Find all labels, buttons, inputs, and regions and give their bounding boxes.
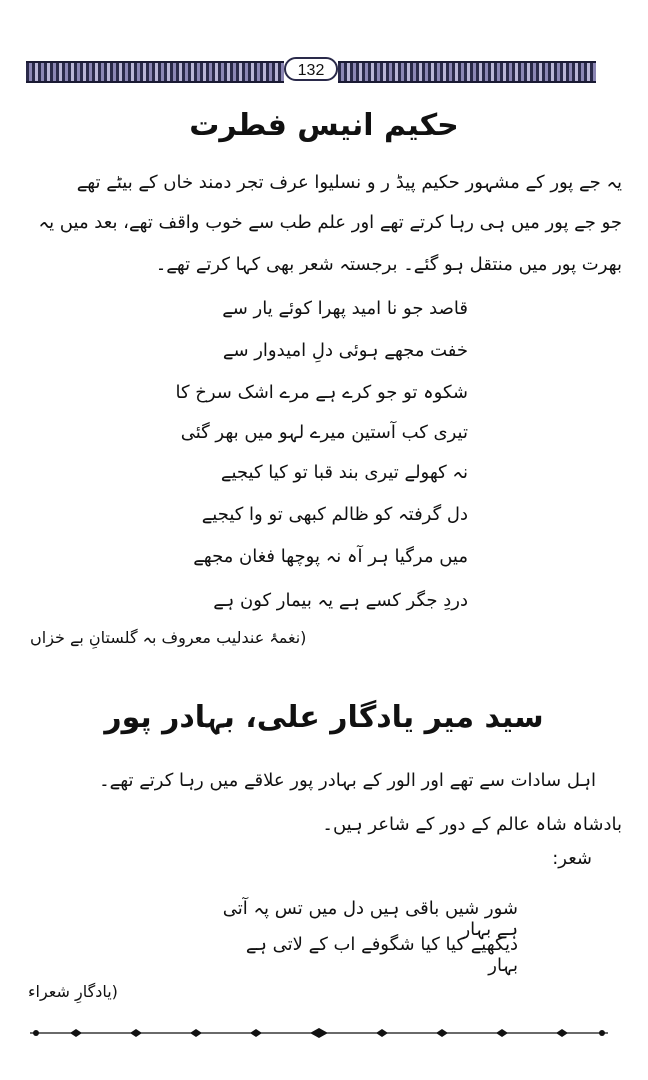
verse-line: خفت مجھے ہوئی دلِ امیدوار سے xyxy=(222,340,468,361)
verse-line: دیکھیے کیا کیا شگوفے اب کے لاتی ہے بہار xyxy=(245,934,518,976)
verse-line: شکوہ تو جو کرے ہے مرے اشک سرخ کا xyxy=(175,382,468,403)
verse-line: میں مرگیا ہر آہ نہ پوچھا فغان مجھے xyxy=(193,546,468,567)
page-header-band xyxy=(26,57,596,83)
section1-heading: حکیم انیس فطرت xyxy=(189,108,459,143)
section1-prose-line: بھرت پور میں منتقل ہو گئے۔ برجستہ شعر بھی کہا کرتے تھے۔ xyxy=(155,254,622,275)
section2-heading: سید میر یادگار علی، بہادر پور xyxy=(104,700,544,735)
verse-line: دردِ جگر کسے ہے یہ بیمار کون ہے xyxy=(213,590,468,611)
ornamental-border-right xyxy=(338,61,596,83)
section2-source-citation: (یادگارِ شعراء xyxy=(28,982,118,1001)
verse-line: تیری کب آستین میرے لہو میں بھر گئی xyxy=(180,422,468,443)
verse-line: قاصد جو نا امید پھرا کوئے یار سے xyxy=(222,298,468,319)
section1-prose-line: یہ جے پور کے مشہور حکیم پیڈ ر و نسلیوا عرف تجر دمند خاں کے بیٹے تھے xyxy=(76,172,622,193)
section1-prose-line: جو جے پور میں ہی رہا کرتے تھے اور علم طب سے خوب واقف تھے، بعد میں یہ xyxy=(38,212,622,233)
section1-source-citation: (نغمۂ عندلیب معروف بہ گلستانِ بے خزاں xyxy=(30,628,307,647)
ornamental-border-left xyxy=(26,61,284,83)
verse-line: نہ کھولے تیری بند قبا تو کیا کیجیے xyxy=(220,462,468,483)
verse-line: دل گرفتہ کو ظالم کبھی تو وا کیجیے xyxy=(201,504,468,525)
footer-ornamental-line xyxy=(30,1027,608,1039)
section2-prose-line: اہل سادات سے تھے اور الور کے بہادر پور علاقے میں رہا کرتے تھے۔ xyxy=(99,770,596,791)
page-number: 132 xyxy=(284,57,338,81)
section2-prose-line: بادشاہ شاہ عالم کے دور کے شاعر ہیں۔ xyxy=(322,814,622,835)
shair-label: شعر: xyxy=(552,848,592,869)
verse-line: شور شیں باقی ہیں دل میں تس پہ آتی ہے بہار xyxy=(222,898,518,940)
